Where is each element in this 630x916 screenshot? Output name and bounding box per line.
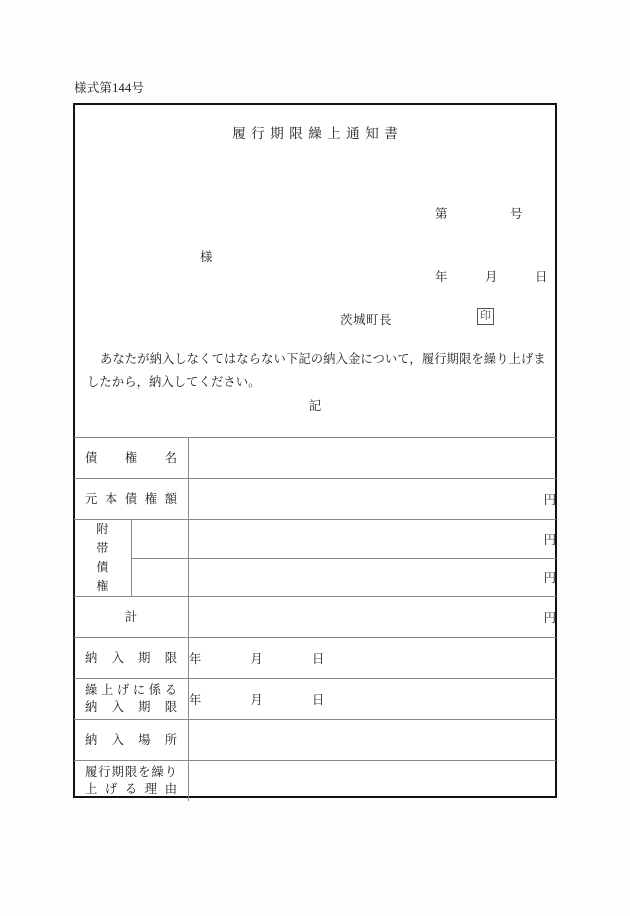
- table-row: [74, 638, 556, 679]
- document-title: 履行期限繰上通知書: [232, 126, 404, 141]
- row-value-principal[interactable]: 円: [189, 479, 557, 520]
- form-number: 様式第144号: [74, 81, 145, 95]
- reference-block: [435, 162, 548, 330]
- table-row: [74, 761, 556, 802]
- note-marker: 記: [308, 399, 322, 413]
- row-value-incidental-1[interactable]: 円: [189, 520, 557, 559]
- table-row: [74, 679, 556, 720]
- addressee-honorific: 様: [200, 250, 213, 264]
- row-label-incidental: 附 帯 債 権: [74, 520, 131, 597]
- table-row: [74, 438, 556, 479]
- row-sublabel-incidental-1[interactable]: [131, 520, 188, 559]
- row-value-payment-deadline[interactable]: 年 月 日: [189, 638, 557, 679]
- row-value-incidental-2[interactable]: 円: [189, 558, 557, 597]
- table-row: [74, 479, 556, 520]
- row-label-principal: 元本債権額: [74, 479, 189, 520]
- table-row: [74, 558, 556, 597]
- row-label-total: 計: [74, 597, 189, 638]
- detail-table: [74, 437, 556, 801]
- row-value-payment-place[interactable]: [189, 720, 557, 761]
- row-label-advanced-deadline: 繰上げに係る 納入期限: [74, 679, 189, 720]
- row-value-debt-name[interactable]: [189, 438, 557, 479]
- issue-date: 年 月 日: [435, 270, 548, 284]
- document-frame: [73, 103, 557, 798]
- row-label-debt-name: 債権名: [74, 438, 189, 479]
- row-sublabel-incidental-2[interactable]: [131, 558, 188, 597]
- table-row: [74, 597, 556, 638]
- reference-number: 第 号: [435, 207, 523, 221]
- row-label-payment-place: 納入場所: [74, 720, 189, 761]
- signer-name: 茨城町長: [340, 313, 393, 327]
- signer-row: [340, 308, 530, 330]
- seal-stamp-icon: 印: [477, 308, 494, 325]
- row-label-payment-deadline: 納入期限: [74, 638, 189, 679]
- table-row: [74, 520, 556, 559]
- row-value-total[interactable]: 円: [189, 597, 557, 638]
- body-paragraph: あなたが納入しなくてはならない下記の納入金について，履行期限を繰り上げましたから，納入してください。: [87, 352, 546, 389]
- row-label-reason: 履行期限を繰り 上げる理由: [74, 761, 189, 802]
- table-row: [74, 720, 556, 761]
- row-value-advanced-deadline[interactable]: 年 月 日: [189, 679, 557, 720]
- row-value-reason[interactable]: [189, 761, 557, 802]
